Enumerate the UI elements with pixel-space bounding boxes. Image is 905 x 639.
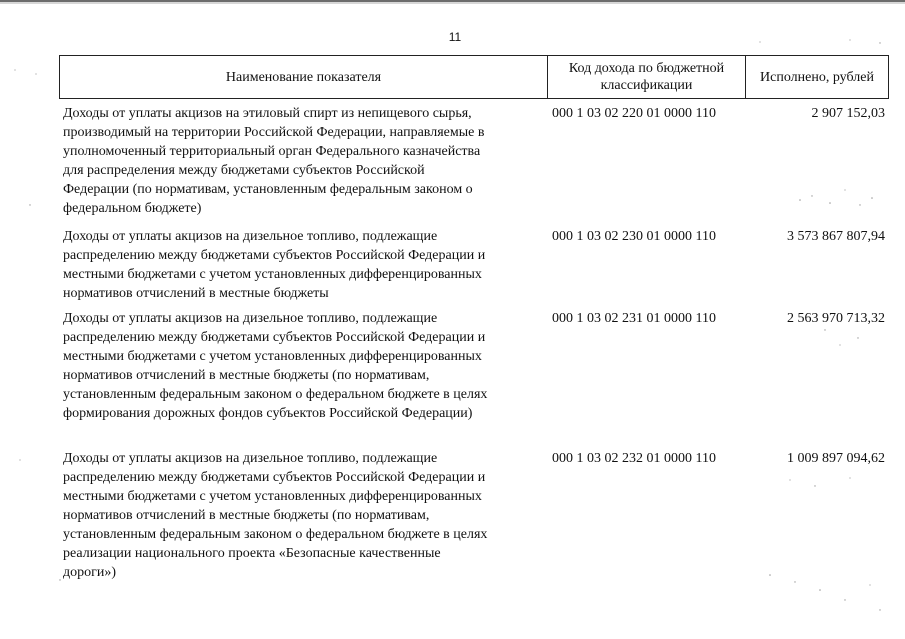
row-amount: 2 907 152,03: [811, 106, 885, 121]
row-code: 000 1 03 02 220 01 0000 110: [552, 106, 716, 121]
row-name: Доходы от уплаты акцизов на дизельное топливо, подлежащие распределению между бюджетами субъектов Российской Федерации и местными бюджетами с учетом установленных дифференцированных нормативов отчислений в местные бюджеты: [63, 229, 486, 301]
row-code: 000 1 03 02 231 01 0000 110: [552, 311, 716, 326]
row-amount: 2 563 970 713,32: [787, 311, 885, 326]
row-code: 000 1 03 02 232 01 0000 110: [552, 451, 716, 466]
row-amount: 3 573 867 807,94: [787, 229, 885, 244]
header-amount: Исполнено, рублей: [745, 56, 888, 98]
row-code: 000 1 03 02 230 01 0000 110: [552, 229, 716, 244]
header-name: Наименование показателя: [225, 69, 382, 85]
row-name: Доходы от уплаты акцизов на этиловый спирт из непищевого сырья, производимый на территории Российской Федерации, направляемые в уполномоченный территориальный орган Федерального казначейства для распределения между бюджетами субъектов Российской Федерации (по нормативам, установленным федеральным законом о федеральном бюджете): [63, 106, 485, 216]
row-name: Доходы от уплаты акцизов на дизельное топливо, подлежащие распределению между бюджетами субъектов Российской Федерации и местными бюджетами с учетом установленных дифференцированных нормативов отчислений в местные бюджеты (по нормативам, установленным федеральным законом о федеральном бюджете в целях реализации национального проекта «Безопасные качественные дороги»): [63, 451, 488, 580]
header-code-label: Код дохода по бюджетной классификации: [568, 61, 725, 93]
row-name: Доходы от уплаты акцизов на дизельное топливо, подлежащие распределению между бюджетами субъектов Российской Федерации и местными бюджетами с учетом установленных дифференцированных нормативов отчислений в местные бюджеты (по нормативам, установленным федеральным законом о федеральном бюджете в целях формирования дорожных фондов субъектов Российской Федерации): [63, 311, 488, 421]
row-amount: 1 009 897 094,62: [787, 451, 885, 466]
page-number: 11: [448, 30, 462, 44]
